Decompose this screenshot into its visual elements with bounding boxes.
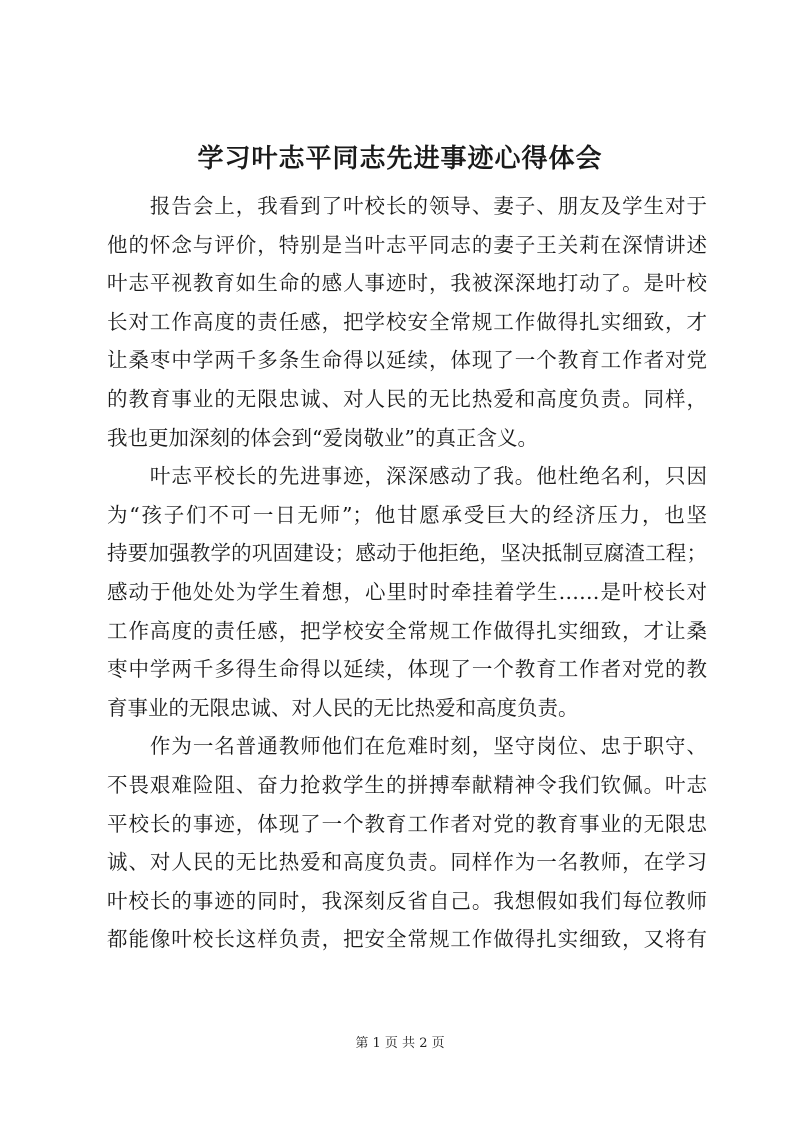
document-title: 学习叶志平同志先进事迹心得体会 xyxy=(197,144,603,174)
text-line: 平校长的事迹，体现了一个教育工作者对党的教育事业的无限忠 xyxy=(107,811,707,836)
paragraph-2 xyxy=(107,457,707,727)
text-line: 持要加强教学的巩固建设；感动于他拒绝，坚决抵制豆腐渣工程； xyxy=(107,541,707,566)
text-line: 育事业的无限忠诚、对人民的无比热爱和高度负责。 xyxy=(107,695,579,720)
text-line: 他的怀念与评价，特别是当叶志平同志的妻子王关莉在深情讲述 xyxy=(107,232,707,257)
text-line: 不畏艰难险阻、奋力抢救学生的拼搏奉献精神令我们钦佩。叶志 xyxy=(107,772,707,797)
text-line: 为“孩子们不可一日无师”；他甘愿承受巨大的经济压力，也坚 xyxy=(107,502,707,527)
text-line: 我也更加深刻的体会到“爱岗敬业”的真正含义。 xyxy=(107,425,538,450)
text-line: 枣中学两千多得生命得以延续，体现了一个教育工作者对党的教 xyxy=(107,657,707,682)
document-body xyxy=(107,187,707,959)
paragraph-3 xyxy=(107,727,707,959)
text-line: 诚、对人民的无比热爱和高度负责。同样作为一名教师，在学习 xyxy=(107,850,707,875)
paragraph-1 xyxy=(107,187,707,457)
text-line: 叶志平视教育如生命的感人事迹时，我被深深地打动了。是叶校 xyxy=(107,271,707,296)
text-line: 感动于他处处为学生着想，心里时时牵挂着学生……是叶校长对 xyxy=(107,579,707,604)
text-line: 都能像叶校长这样负责，把安全常规工作做得扎实细致，又将有 xyxy=(107,927,707,952)
text-line: 工作高度的责任感，把学校安全常规工作做得扎实细致，才让桑 xyxy=(107,618,707,643)
text-line: 长对工作高度的责任感，把学校安全常规工作做得扎实细致，才 xyxy=(107,309,707,334)
text-line: 叶校长的事迹的同时，我深刻反省自己。我想假如我们每位教师 xyxy=(107,888,707,913)
page-number-footer: 第 1 页 共 2 页 xyxy=(355,1036,445,1051)
text-line: 报告会上，我看到了叶校长的领导、妻子、朋友及学生对于 xyxy=(107,194,707,218)
text-line: 让桑枣中学两千多条生命得以延续，体现了一个教育工作者对党 xyxy=(107,348,707,373)
text-line: 的教育事业的无限忠诚、对人民的无比热爱和高度负责。同样， xyxy=(107,386,707,411)
text-line: 叶志平校长的先进事迹，深深感动了我。他杜绝名利，只因 xyxy=(107,464,707,489)
text-line: 作为一名普通教师他们在危难时刻，坚守岗位、忠于职守、 xyxy=(107,734,707,759)
